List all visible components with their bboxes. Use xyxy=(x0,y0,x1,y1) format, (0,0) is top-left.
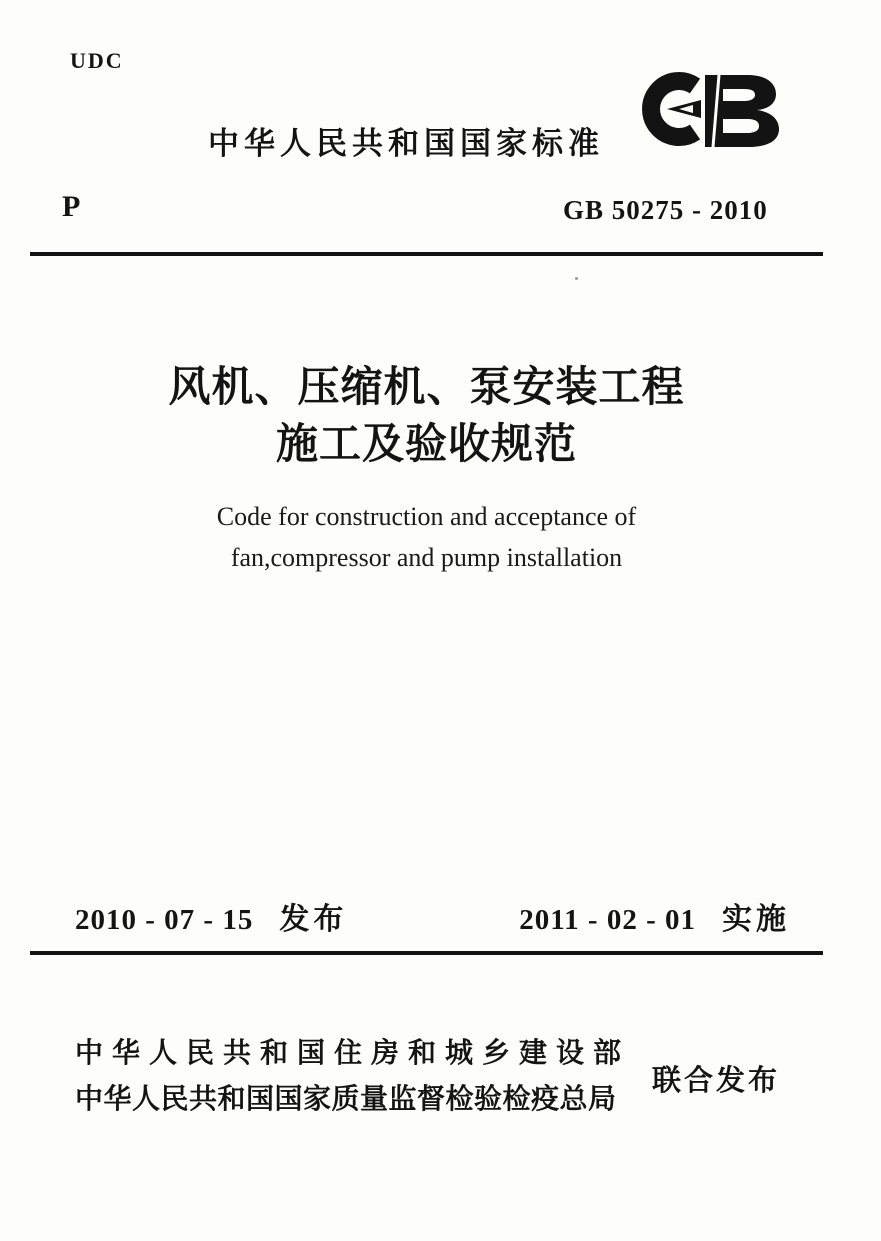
publisher-line2: 中华人民共和国国家质量监督检验检疫总局 xyxy=(75,1083,617,1114)
title-english-line1: Code for construction and acceptance of xyxy=(216,502,637,531)
title-chinese-line2: 施工及验收规范 xyxy=(275,422,577,468)
classification-code: P xyxy=(62,190,81,223)
effective-date-group xyxy=(519,894,790,938)
issue-date-group xyxy=(75,894,347,938)
dates-row xyxy=(75,894,790,938)
standard-number: GB 50275 - 2010 xyxy=(563,195,768,225)
publisher-block xyxy=(75,1030,655,1122)
udc-label: UDC xyxy=(70,48,124,73)
title-chinese-line1: 风机、压缩机、泵安装工程 xyxy=(168,365,685,411)
footer-divider-rule xyxy=(30,951,823,955)
effective-date: 2011 - 02 - 01 xyxy=(519,904,696,936)
scan-speck xyxy=(575,277,578,280)
issue-date: 2010 - 07 - 15 xyxy=(75,904,254,936)
issue-label: 发布 xyxy=(279,903,348,936)
effective-label: 实施 xyxy=(722,903,790,936)
header-divider-rule xyxy=(30,252,823,256)
gb-logo-icon xyxy=(635,70,780,152)
title-english xyxy=(30,496,823,578)
joint-release-label: 联合发布 xyxy=(652,1065,781,1097)
title-english-line2: fan,compressor and pump installation xyxy=(230,543,623,572)
national-standard-heading: 中华人民共和国国家标准 xyxy=(208,126,604,161)
publisher-line1: 中华人民共和国住房和城乡建设部 xyxy=(75,1037,631,1068)
title-chinese xyxy=(30,360,823,474)
